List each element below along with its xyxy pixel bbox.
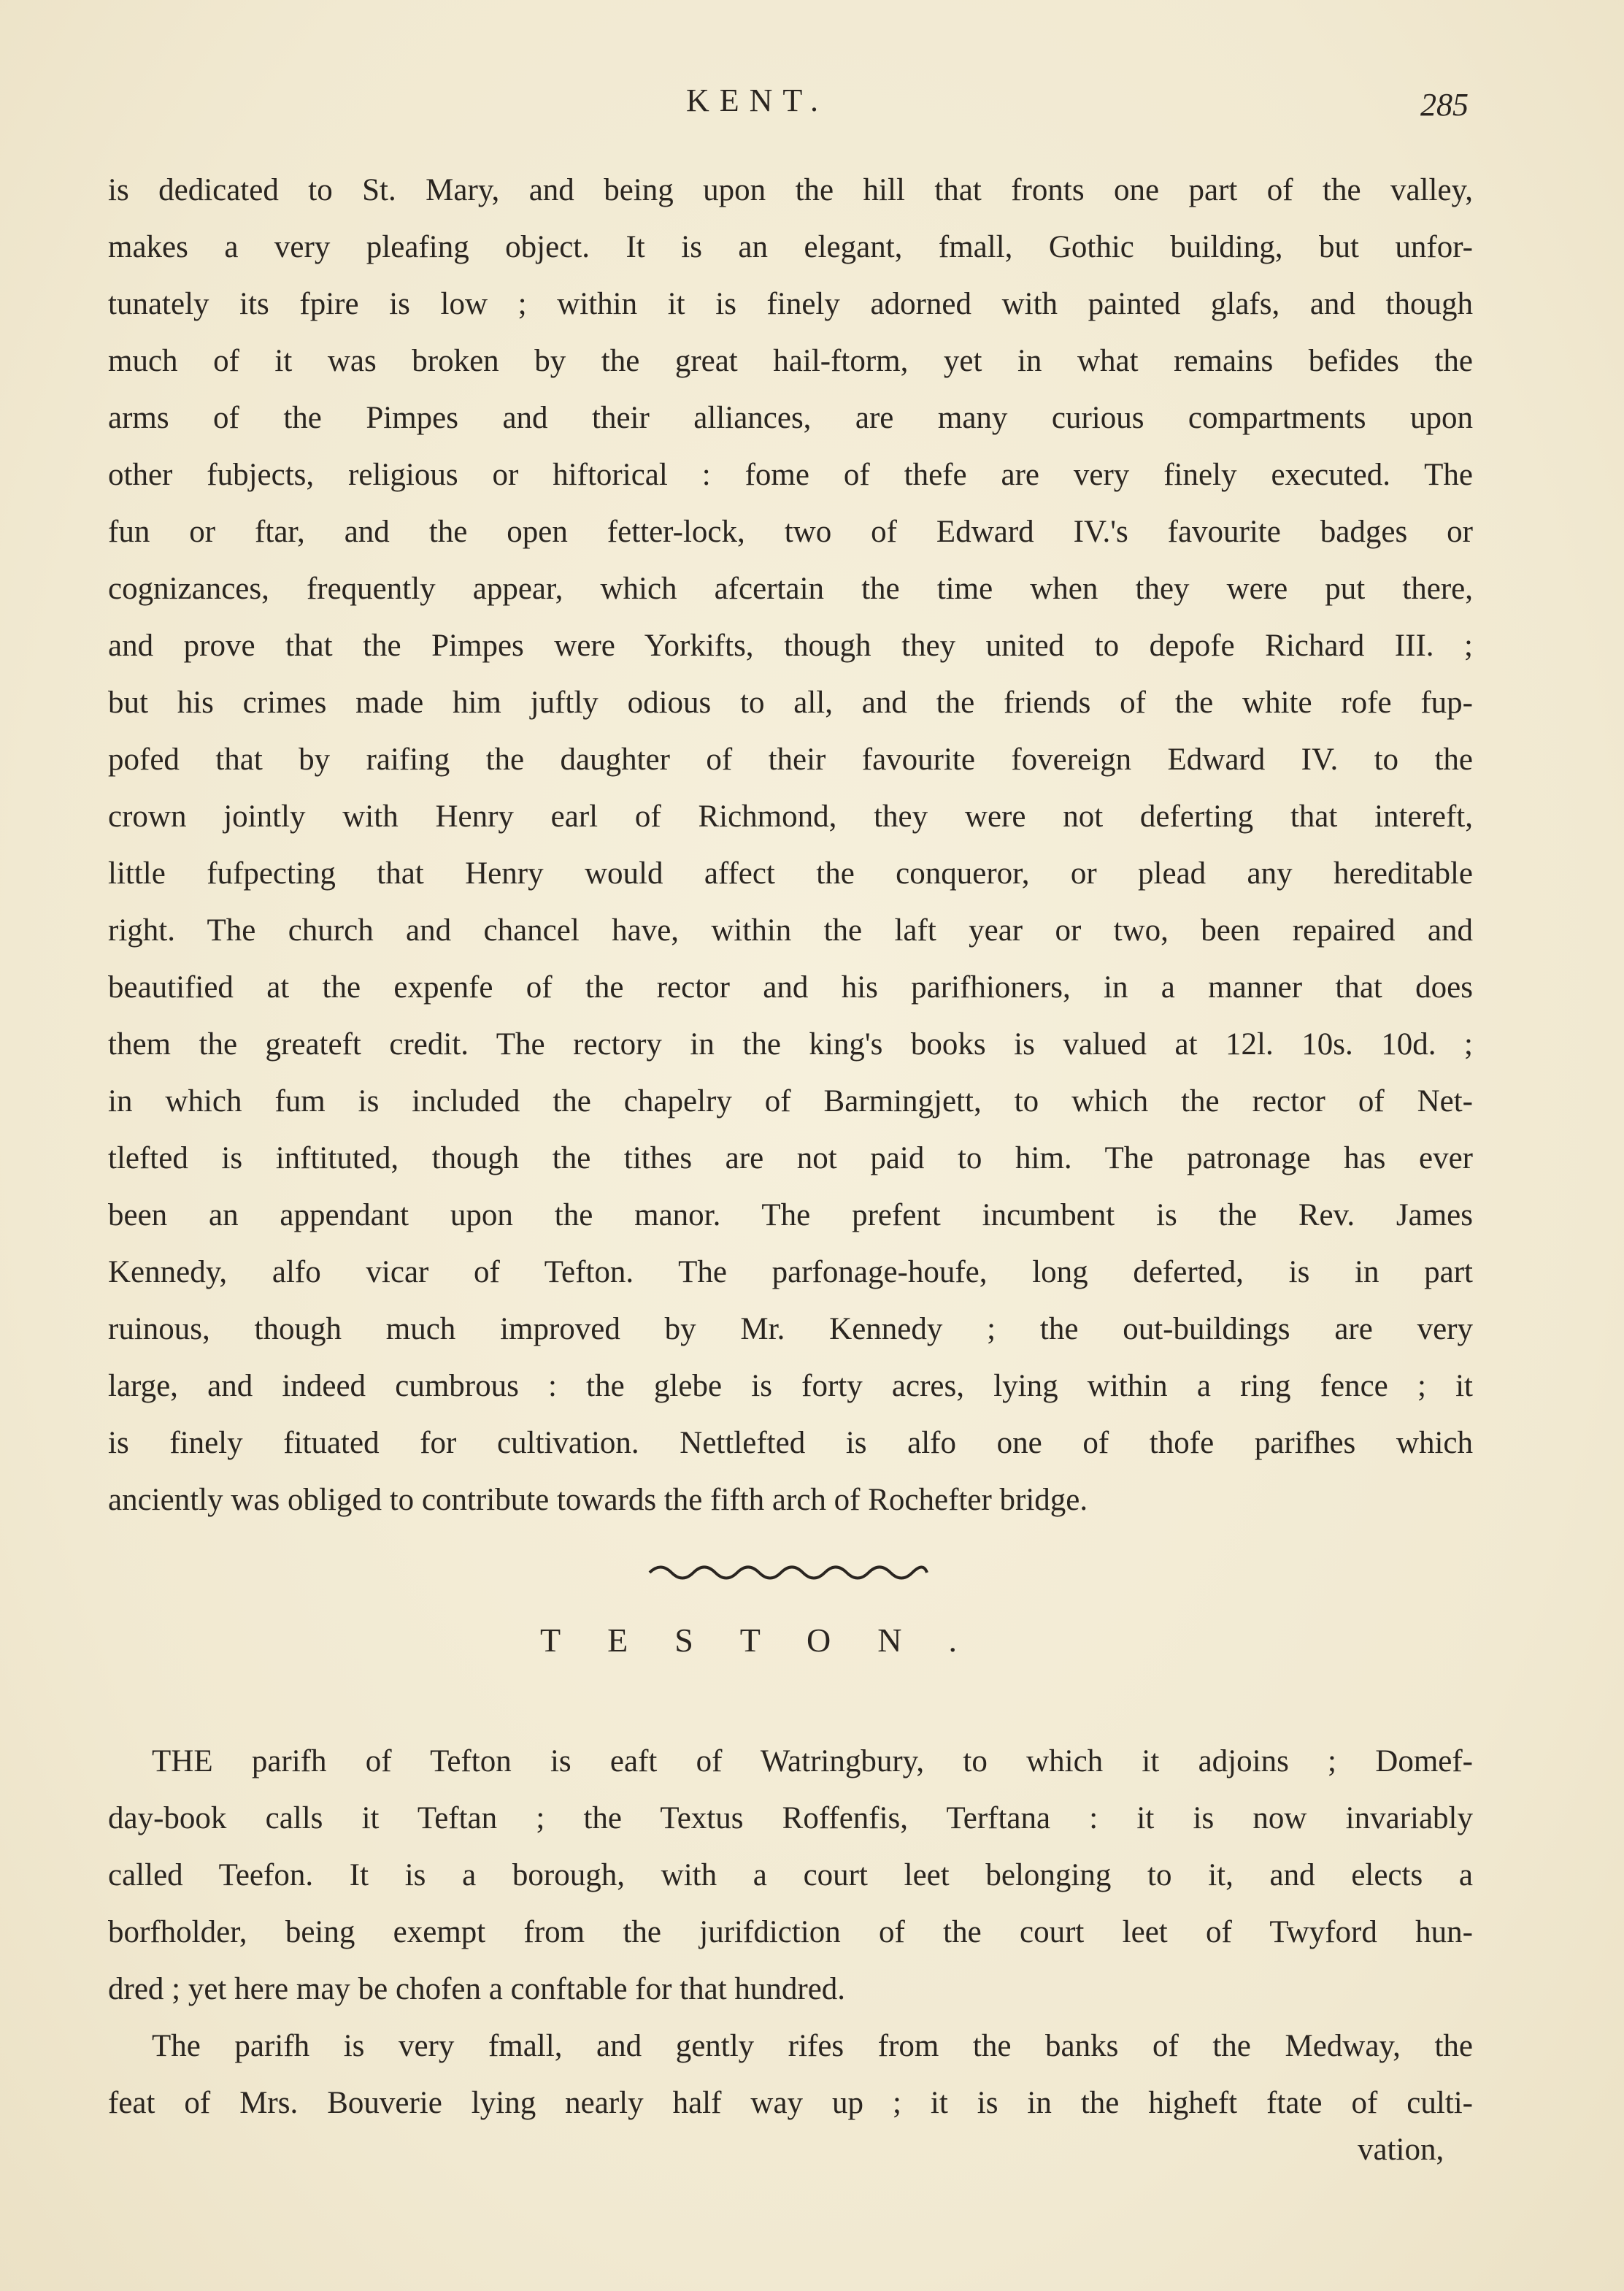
text-line: crown jointly with Henry earl of Richmond, they were not deferting that intereft,: [108, 799, 1473, 834]
text-line: The parifh is very fmall, and gently rifes from the banks of the Medway, the: [152, 2029, 1473, 2063]
text-line: little fufpecting that Henry would affect the conqueror, or plead any hereditable: [108, 856, 1473, 891]
text-line: and prove that the Pimpes were Yorkifts, though they united to depofe Richard III. ;: [108, 629, 1473, 663]
text-line: tunately its fpire is low ; within it is finely adorned with painted glafs, and though: [108, 287, 1473, 321]
text-line: other fubjects, religious or hiftorical : fome of thefe are very finely executed. The: [108, 458, 1473, 492]
text-line: day-book calls it Teftan ; the Textus Roffenfis, Terftana : it is now invariably: [108, 1801, 1473, 1835]
ornamental-rule: [642, 1558, 934, 1580]
text-line: called Teefon. It is a borough, with a court leet belonging to it, and elects a: [108, 1858, 1473, 1892]
text-line: arms of the Pimpes and their alliances, are many curious compartments upon: [108, 401, 1473, 435]
text-line: feat of Mrs. Bouverie lying nearly half way up ; it is in the higheft ftate of culti-: [108, 2086, 1473, 2120]
text-line: pofed that by raifing the daughter of their favourite fovereign Edward IV. to the: [108, 742, 1473, 777]
text-line: them the greateft credit. The rectory in the king's books is valued at 12l. 10s. 10d. ;: [108, 1027, 1473, 1062]
text-line: large, and indeed cumbrous : the glebe is forty acres, lying within a ring fence ; it: [108, 1369, 1473, 1403]
text-line: beautified at the expenfe of the rector and his parifhioners, in a manner that does: [108, 970, 1473, 1005]
text-line: dred ; yet here may be chofen a conftable for that hundred.: [108, 1972, 846, 2006]
text-line: anciently was obliged to contribute towards the fifth arch of Rochefter bridge.: [108, 1483, 1088, 1517]
running-title: KENT.: [686, 82, 829, 118]
section-title: TESTON.: [540, 1622, 1004, 1659]
text-line: tlefted is inftituted, though the tithes are not paid to him. The patronage has ever: [108, 1141, 1473, 1175]
body-paragraph: [108, 162, 1473, 1529]
text-line: but his crimes made him juftly odious to all, and the friends of the white rofe fup-: [108, 686, 1473, 720]
page-number: 285: [1420, 87, 1469, 123]
text-line: ruinous, though much improved by Mr. Kennedy ; the out-buildings are very: [108, 1312, 1473, 1346]
text-line: Kennedy, alfo vicar of Tefton. The parfonage-houfe, long deferted, is in part: [108, 1255, 1473, 1289]
text-line: cognizances, frequently appear, which afcertain the time when they were put there,: [108, 572, 1473, 606]
text-line: been an appendant upon the manor. The prefent incumbent is the Rev. James: [108, 1198, 1473, 1232]
ornament-wave: [650, 1567, 927, 1578]
text-line: much of it was broken by the great hail-ftorm, yet in what remains befides the: [108, 344, 1473, 378]
text-line: THE parifh of Tefton is eaft of Watringbury, to which it adjoins ; Domef-: [152, 1744, 1473, 1778]
text-line: borfholder, being exempt from the jurifdiction of the court leet of Twyford hun-: [108, 1915, 1473, 1949]
text-line: right. The church and chancel have, within the laft year or two, been repaired and: [108, 913, 1473, 948]
text-line: is finely fituated for cultivation. Nettlefted is alfo one of thofe parifhes which: [108, 1426, 1473, 1460]
section-paragraph: [108, 1733, 1473, 2132]
text-line: is dedicated to St. Mary, and being upon the hill that fronts one part of the valley,: [108, 173, 1473, 207]
text-line: makes a very pleafing object. It is an elegant, fmall, Gothic building, but unfor-: [108, 230, 1473, 264]
text-line: fun or ftar, and the open fetter-lock, two of Edward IV.'s favourite badges or: [108, 515, 1473, 549]
catchword: vation,: [1358, 2133, 1444, 2167]
text-line: in which fum is included the chapelry of Barmingjett, to which the rector of Net-: [108, 1084, 1473, 1118]
